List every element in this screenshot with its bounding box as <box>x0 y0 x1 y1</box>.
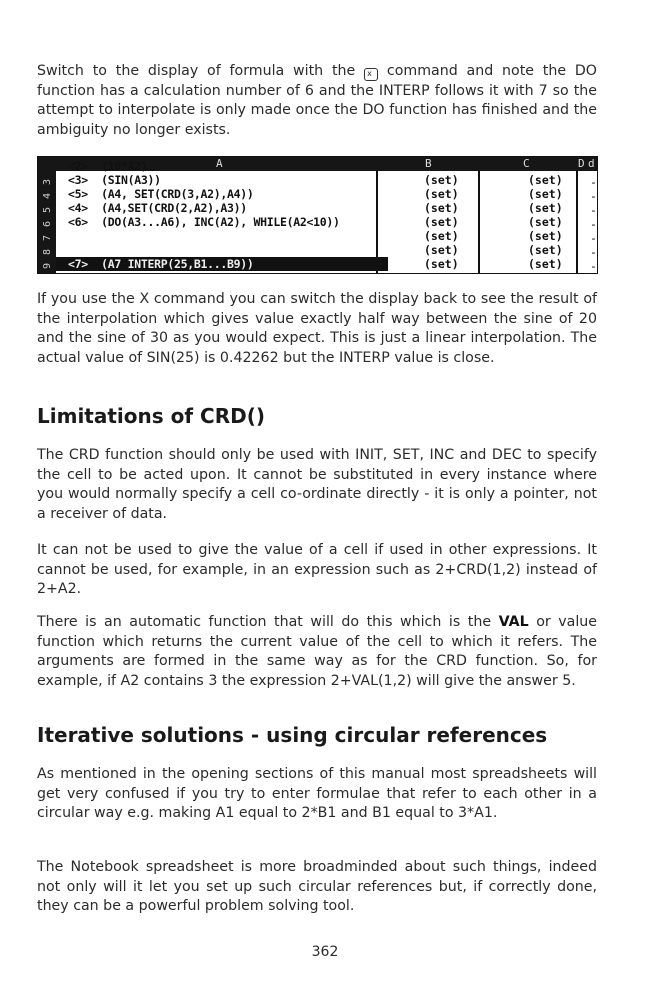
set-cell-c: (set) <box>528 187 563 201</box>
page-number: 362 <box>311 944 339 960</box>
row-number: 3 <box>42 178 53 185</box>
cell-dash: - <box>590 217 597 231</box>
set-cell-b: (set) <box>424 229 459 243</box>
set-cell-b: (set) <box>424 243 459 257</box>
formula-cell: <5> (A4, SET(CRD(3,A2),A4)) <box>68 187 254 201</box>
set-cell-c: (set) <box>528 201 563 215</box>
set-cell-c: (set) <box>528 229 563 243</box>
set-cell-c: (set) <box>528 243 563 257</box>
set-cell-b: (set) <box>424 215 459 229</box>
intro-text-after-key: command and note the DO function has a calculation number of 6 and the INTERP follows it with 7 so the attempt to interpolate is only made once the DO function has finished and the ambiguity no longer exists. <box>37 63 597 138</box>
set-cell-b: (set) <box>424 257 459 271</box>
set-cell-c: (set) <box>528 215 563 229</box>
x-key-icon: x <box>364 68 378 81</box>
cell-dash: - <box>590 203 597 217</box>
column-header-extra: d <box>588 157 595 170</box>
interpolation-paragraph: If you use the X command you can switch the display back to see the result of the interpolation which gives value exactly half way between the sine of 20 and the sine of 30 as you would expect. This is just a linear interpolation. The actual value of SIN(25) is 0.42262 but the INTERP value is close. <box>37 291 597 366</box>
column-divider <box>376 171 378 273</box>
formula-cell: <2> (10*A2) <box>68 159 148 173</box>
iterative-paragraph-1: As mentioned in the opening sections of this manual most spreadsheets will get very confused if you try to enter formulae that refer to each other in a circular way e.g. making A1 equal to 2*B1 and B1 equal to 3*A1. <box>37 766 597 821</box>
column-divider <box>576 171 578 273</box>
column-header-a: A <box>216 157 223 170</box>
set-cell-b: (set) <box>424 173 459 187</box>
iterative-paragraph-2: The Notebook spreadsheet is more broadminded about such things, indeed not only will it let you set up such circular references but, if correctly done, they can be a powerful problem solving tool. <box>37 859 597 914</box>
formula-cell: <3> (SIN(A3)) <box>68 173 161 187</box>
formula-cell: <4> (A4,SET(CRD(2,A2),A3)) <box>68 201 247 215</box>
cell-dash: - <box>590 231 597 245</box>
section-heading-crd: Limitations of CRD() <box>37 404 265 428</box>
set-cell-b: (set) <box>424 187 459 201</box>
formula-cell-selected: <7> (A7 INTERP(25,B1...B9)) <box>56 257 388 271</box>
intro-text-before-key: Switch to the display of formula with the <box>37 63 356 79</box>
column-header-c: C <box>523 157 530 170</box>
section-heading-iterative: Iterative solutions - using circular references <box>37 723 548 747</box>
row-number: 9 <box>42 262 53 269</box>
crd-p3-before: There is an automatic function that will do this which is the <box>37 614 492 630</box>
cell-dash: - <box>590 245 597 259</box>
column-header-b: B <box>425 157 432 170</box>
set-cell-c: (set) <box>528 173 563 187</box>
cell-dash: - <box>590 189 597 203</box>
crd-p3-after: or value function which returns the current value of the cell to which it refers. The arguments are formed in the same way as for the CRD function. So, for example, if A2 contains 3 the expression 2+VAL(1,2) will give the answer 5. <box>37 614 597 689</box>
formula-cell: <6> (DO(A3...A6), INC(A2), WHILE(A2<10)) <box>68 215 340 229</box>
crd-paragraph-2: It can not be used to give the value of a cell if used in other expressions. It cannot be used, for example, in an expression such as 2+CRD(1,2) instead of 2+A2. <box>37 542 597 597</box>
spreadsheet-screenshot <box>37 156 598 274</box>
row-number: 7 <box>42 234 53 241</box>
row-number: 5 <box>42 206 53 213</box>
val-keyword: VAL <box>498 614 529 630</box>
row-number: 6 <box>42 220 53 227</box>
crd-paragraph-1: The CRD function should only be used with INIT, SET, INC and DEC to specify the cell to be acted upon. It cannot be substituted in every instance where you would normally specify a cell co-ordinate directly - it is only a pointer, not a receiver of data. <box>37 447 597 522</box>
cell-dash: - <box>590 259 597 273</box>
set-cell-c: (set) <box>528 257 563 271</box>
crd-paragraph-3 <box>37 613 597 691</box>
column-divider <box>478 171 480 273</box>
row-number: 8 <box>42 248 53 255</box>
cell-dash: - <box>590 175 597 189</box>
intro-paragraph <box>37 62 597 140</box>
row-number: 4 <box>42 192 53 199</box>
row-number-bar <box>38 171 56 273</box>
column-header-d: D <box>578 157 585 170</box>
set-cell-b: (set) <box>424 201 459 215</box>
